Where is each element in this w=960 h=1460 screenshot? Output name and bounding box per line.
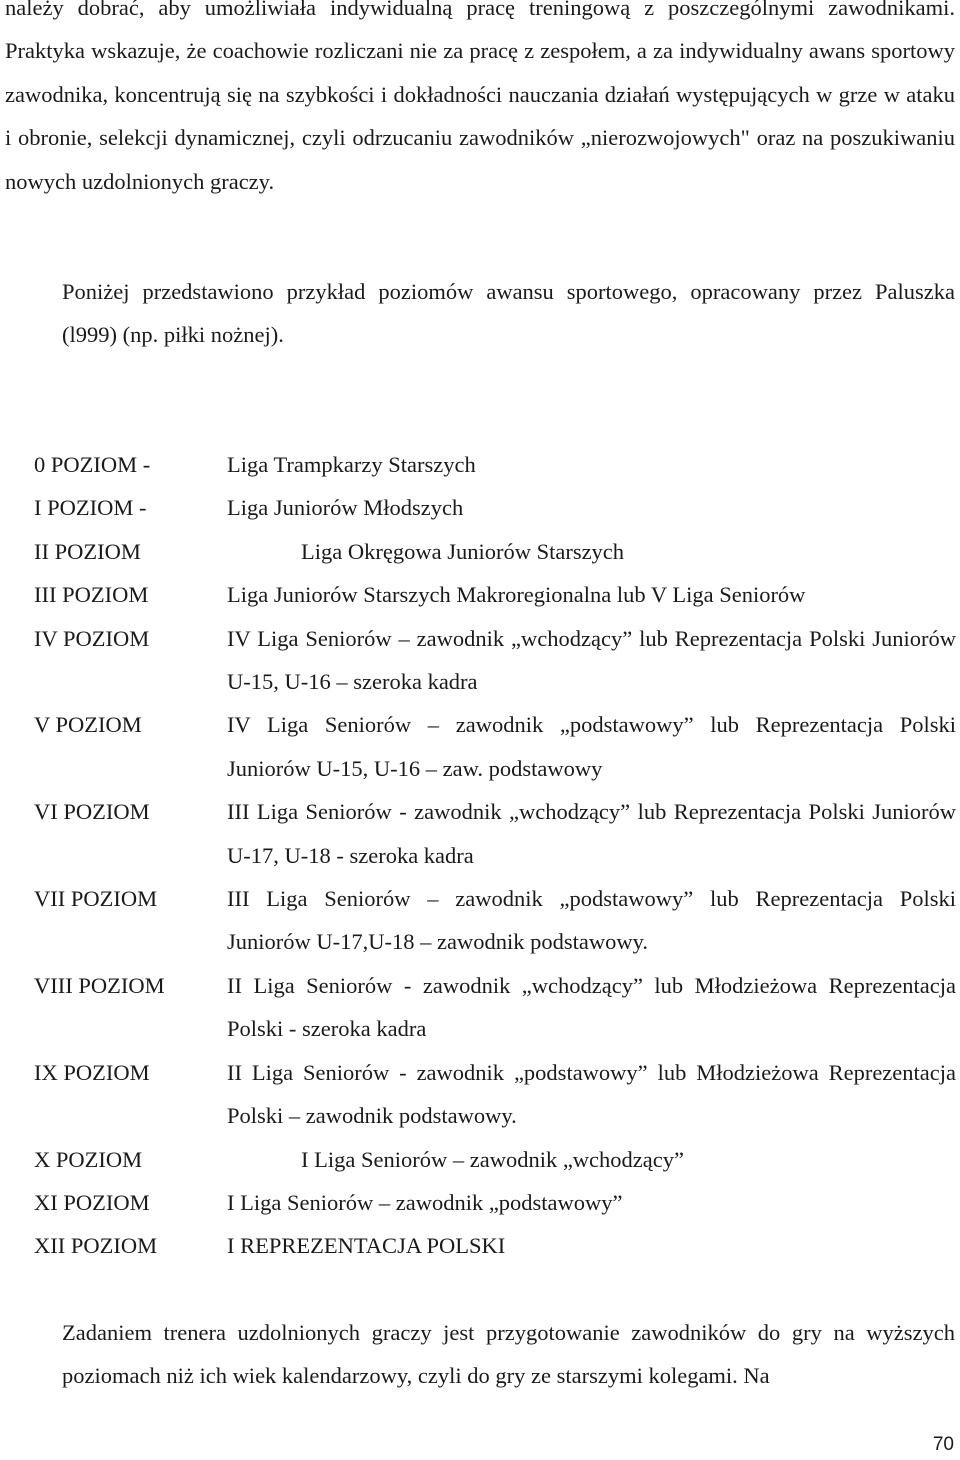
paragraph-levels-intro: Poniżej przedstawiono przykład poziomów awansu sportowego, opracowany przez Paluszka (l999) (np. piłki nożnej). <box>62 279 955 348</box>
level-description: I REPREZENTACJA POLSKI <box>227 1233 506 1259</box>
level-row <box>34 486 956 529</box>
level-description: Liga Okręgowa Juniorów Starszych <box>301 538 625 564</box>
level-row <box>34 964 956 1051</box>
level-label: I POZIOM - <box>34 495 147 521</box>
level-description: IV Liga Seniorów – zawodnik „podstawowy” lub Reprezentacja Polski Juniorów U-15, U-16 – zaw. podstawowy <box>227 712 956 781</box>
level-row <box>34 530 956 573</box>
level-label: XI POZIOM <box>34 1189 150 1215</box>
level-label: III POZIOM <box>34 582 149 608</box>
level-description: Liga Juniorów Młodszych <box>227 495 464 521</box>
level-description: III Liga Seniorów - zawodnik „wchodzący” lub Reprezentacja Polski Juniorów U-17, U-18 - szeroka kadra <box>227 799 956 868</box>
paragraph-intro: należy dobrać, aby umożliwiała indywidualną pracę treningową z poszczególnymi zawodnikami. Praktyka wskazuje, że coachowie rozliczani nie za pracę z zespołem, a za indywidualny awans sportowy zawodnika, koncentrują się na szybkości i dokładności nauczania działań występujących w grze w ataku i obronie, selekcji dynamicznej, czyli odrzucaniu zawodników „nierozwojowych" oraz na poszukiwaniu nowych uzdolnionych graczy. <box>5 0 955 194</box>
level-description: Liga Trampkarzy Starszych <box>227 452 476 477</box>
level-row <box>34 573 956 616</box>
level-label: VII POZIOM <box>34 886 158 912</box>
level-description: I Liga Seniorów – zawodnik „wchodzący” <box>301 1146 684 1172</box>
level-description: Liga Juniorów Starszych Makroregionalna lub V Liga Seniorów <box>227 582 806 608</box>
level-label: IX POZIOM <box>34 1059 150 1085</box>
level-label: IV POZIOM <box>34 625 150 651</box>
level-row <box>34 703 956 790</box>
page-number: 70 <box>932 1434 954 1455</box>
level-label: XII POZIOM <box>34 1233 158 1259</box>
level-label: V POZIOM <box>34 712 142 738</box>
level-label: II POZIOM <box>34 538 141 564</box>
level-description: II Liga Seniorów - zawodnik „wchodzący” lub Młodzieżowa Reprezentacja Polski - szeroka kadra <box>227 972 956 1042</box>
level-label: VI POZIOM <box>34 799 150 825</box>
level-description: III Liga Seniorów – zawodnik „podstawowy” lub Reprezentacja Polski Juniorów U-17,U-18 – zawodnik podstawowy. <box>227 886 956 955</box>
level-description: II Liga Seniorów - zawodnik „podstawowy” lub Młodzieżowa Reprezentacja Polski – zawodnik podstawowy. <box>227 1059 956 1129</box>
level-description: IV Liga Seniorów – zawodnik „wchodzący” lub Reprezentacja Polski Juniorów U-15, U-16 – szeroka kadra <box>227 625 956 695</box>
level-row <box>34 1051 956 1138</box>
level-description: I Liga Seniorów – zawodnik „podstawowy” <box>227 1189 623 1215</box>
level-row <box>34 790 956 877</box>
level-row <box>34 1224 956 1267</box>
level-row <box>34 617 956 704</box>
level-row <box>34 1181 956 1224</box>
levels-list <box>34 443 956 1268</box>
level-label: VIII POZIOM <box>34 972 165 998</box>
level-row <box>34 877 956 964</box>
level-label: 0 POZIOM - <box>34 452 151 477</box>
level-label: X POZIOM <box>34 1146 143 1172</box>
level-row <box>34 443 956 486</box>
paragraph-trainer-task: Zadaniem trenera uzdolnionych graczy jest przygotowanie zawodników do gry na wyższych poziomach niż ich wiek kalendarzowy, czyli do gry ze starszymi kolegami. Na <box>62 1320 955 1389</box>
level-row <box>34 1138 956 1181</box>
